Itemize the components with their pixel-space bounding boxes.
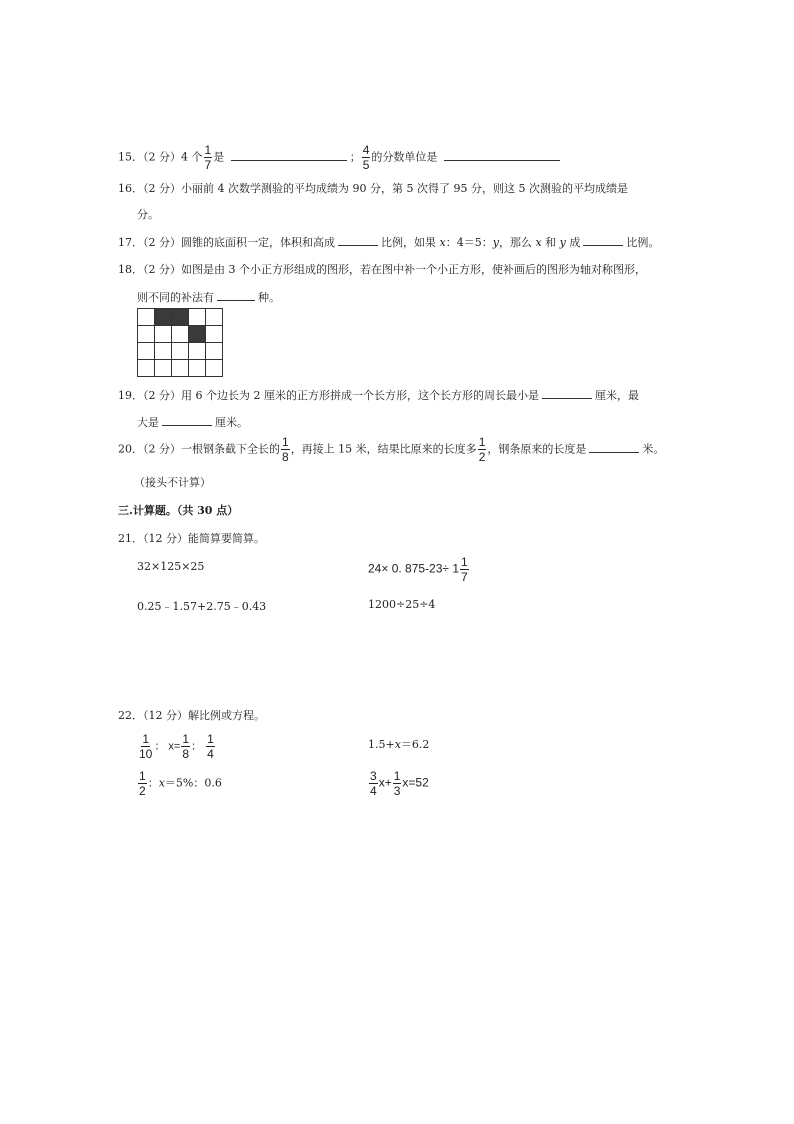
grid-cell (138, 360, 155, 377)
q18-square-grid-figure (137, 308, 223, 378)
grid-cell (138, 326, 155, 343)
question-19: 19．（2 分）用 6 个边长为 2 厘米的正方形拼成一个长方形，这个长方形的周长最小是 厘米，最 (118, 386, 639, 403)
question-20: 20．（2 分）一根钢条截下全长的 $\frac{1}{8}$ ，再接上 15 米，结果比原来的长度多 $\frac{1}{2}$ ，钢条原来的长度是 米。 (118, 435, 665, 464)
grid-cell (189, 343, 206, 360)
q20-fraction-2: $\frac{1}{2}$ (478, 435, 486, 464)
q15-fraction-2: $\frac{4}{5}$ (362, 143, 370, 172)
q21-expression-1: 32×125×25 (137, 560, 205, 573)
q15-text: 是 (213, 150, 225, 164)
q17-answer-blank-2[interactable] (583, 233, 623, 246)
q20-fraction-1: $\frac{1}{8}$ (282, 435, 289, 464)
q18-grid-svg (137, 308, 223, 378)
grid-cell (155, 326, 172, 343)
q15-text: 4 个 (181, 150, 203, 164)
q15-fraction-1: $\frac{1}{7}$ (204, 143, 212, 172)
q18-answer-blank[interactable] (217, 288, 255, 301)
q18-line-2: 则不同的补法有 种。 (137, 288, 280, 305)
q22-equation-1: $\frac{1}{10}$ ： x= $\frac{1}{8}$ ： $\frac{1}{4}$ (139, 732, 214, 761)
q21-expression-2-fraction: $\frac{1}{7}$ (461, 555, 468, 584)
grid-cell-filled (155, 309, 172, 326)
question-17: 17．（2 分）圆锥的底面积一定，体积和高成 比例，如果 x：4＝5：y，那么 x 和 y 成 比例。 (118, 233, 659, 250)
q21-expression-2: 24× 0. 875-23÷ 1 $\frac{1}{7}$ (368, 555, 468, 584)
grid-cell (172, 326, 189, 343)
grid-cell (206, 343, 223, 360)
grid-cell (189, 360, 206, 377)
q21-expression-3: 0.25﹣1.57+2.75﹣0.43 (137, 600, 267, 613)
q19-line-2: 大是 厘米。 (137, 413, 248, 430)
q15-answer-blank-2[interactable] (444, 148, 560, 161)
grid-cell (138, 343, 155, 360)
q17-answer-blank-1[interactable] (338, 233, 378, 246)
section-3-title: 三.计算题。（共 30 点） (118, 504, 239, 517)
question-16: 16．（2 分）小丽前 4 次数学测验的平均成绩为 90 分，第 5 次得了 95 分，则这 5 次测验的平均成绩是 (118, 182, 628, 195)
q22-equation-4: $\frac{3}{4}$ x+ $\frac{1}{3}$ x=52 (370, 769, 429, 798)
q19-answer-blank-2[interactable] (162, 413, 212, 426)
question-18: 18．（2 分）如图是由 3 个小正方形组成的图形，若在图中补一个小正方形，使补画后的图形为轴对称图形， (118, 263, 646, 276)
grid-cell (172, 360, 189, 377)
q15-text: 的分数单位是 (371, 150, 438, 164)
grid-cell (206, 360, 223, 377)
grid-cell (172, 343, 189, 360)
q22-equation-2: 1.5+x＝6.2 (368, 738, 430, 751)
grid-cell-filled (189, 326, 206, 343)
q20-answer-blank[interactable] (589, 440, 639, 453)
grid-cell (189, 309, 206, 326)
grid-cell (155, 360, 172, 377)
q15-score: （2 分） (143, 150, 181, 164)
grid-cell-filled (172, 309, 189, 326)
q22-equation-3: $\frac{1}{2}$ ：x＝5%：0.6 (139, 769, 222, 798)
q19-answer-blank-1[interactable] (542, 386, 592, 399)
q15-answer-blank-1[interactable] (231, 148, 347, 161)
question-21: 21．（12 分）能简算要简算。 (118, 532, 265, 545)
q15-number: 15． (118, 150, 143, 164)
question-15 (118, 144, 563, 171)
question-22: 22．（12 分）解比例或方程。 (118, 709, 265, 722)
q16-line-2: 分。 (137, 208, 159, 221)
q16-text: 小丽前 4 次数学测验的平均成绩为 90 分，第 5 次得了 95 分，则这 5 次测验的平均成绩是 (181, 182, 628, 195)
q21-expression-4: 1200÷25÷4 (368, 598, 436, 611)
q15-separator: ； (349, 150, 361, 164)
grid-cell (206, 309, 223, 326)
grid-cell (138, 309, 155, 326)
grid-cell (206, 326, 223, 343)
q20-note: （接头不计算） (134, 476, 211, 489)
grid-cell (155, 343, 172, 360)
